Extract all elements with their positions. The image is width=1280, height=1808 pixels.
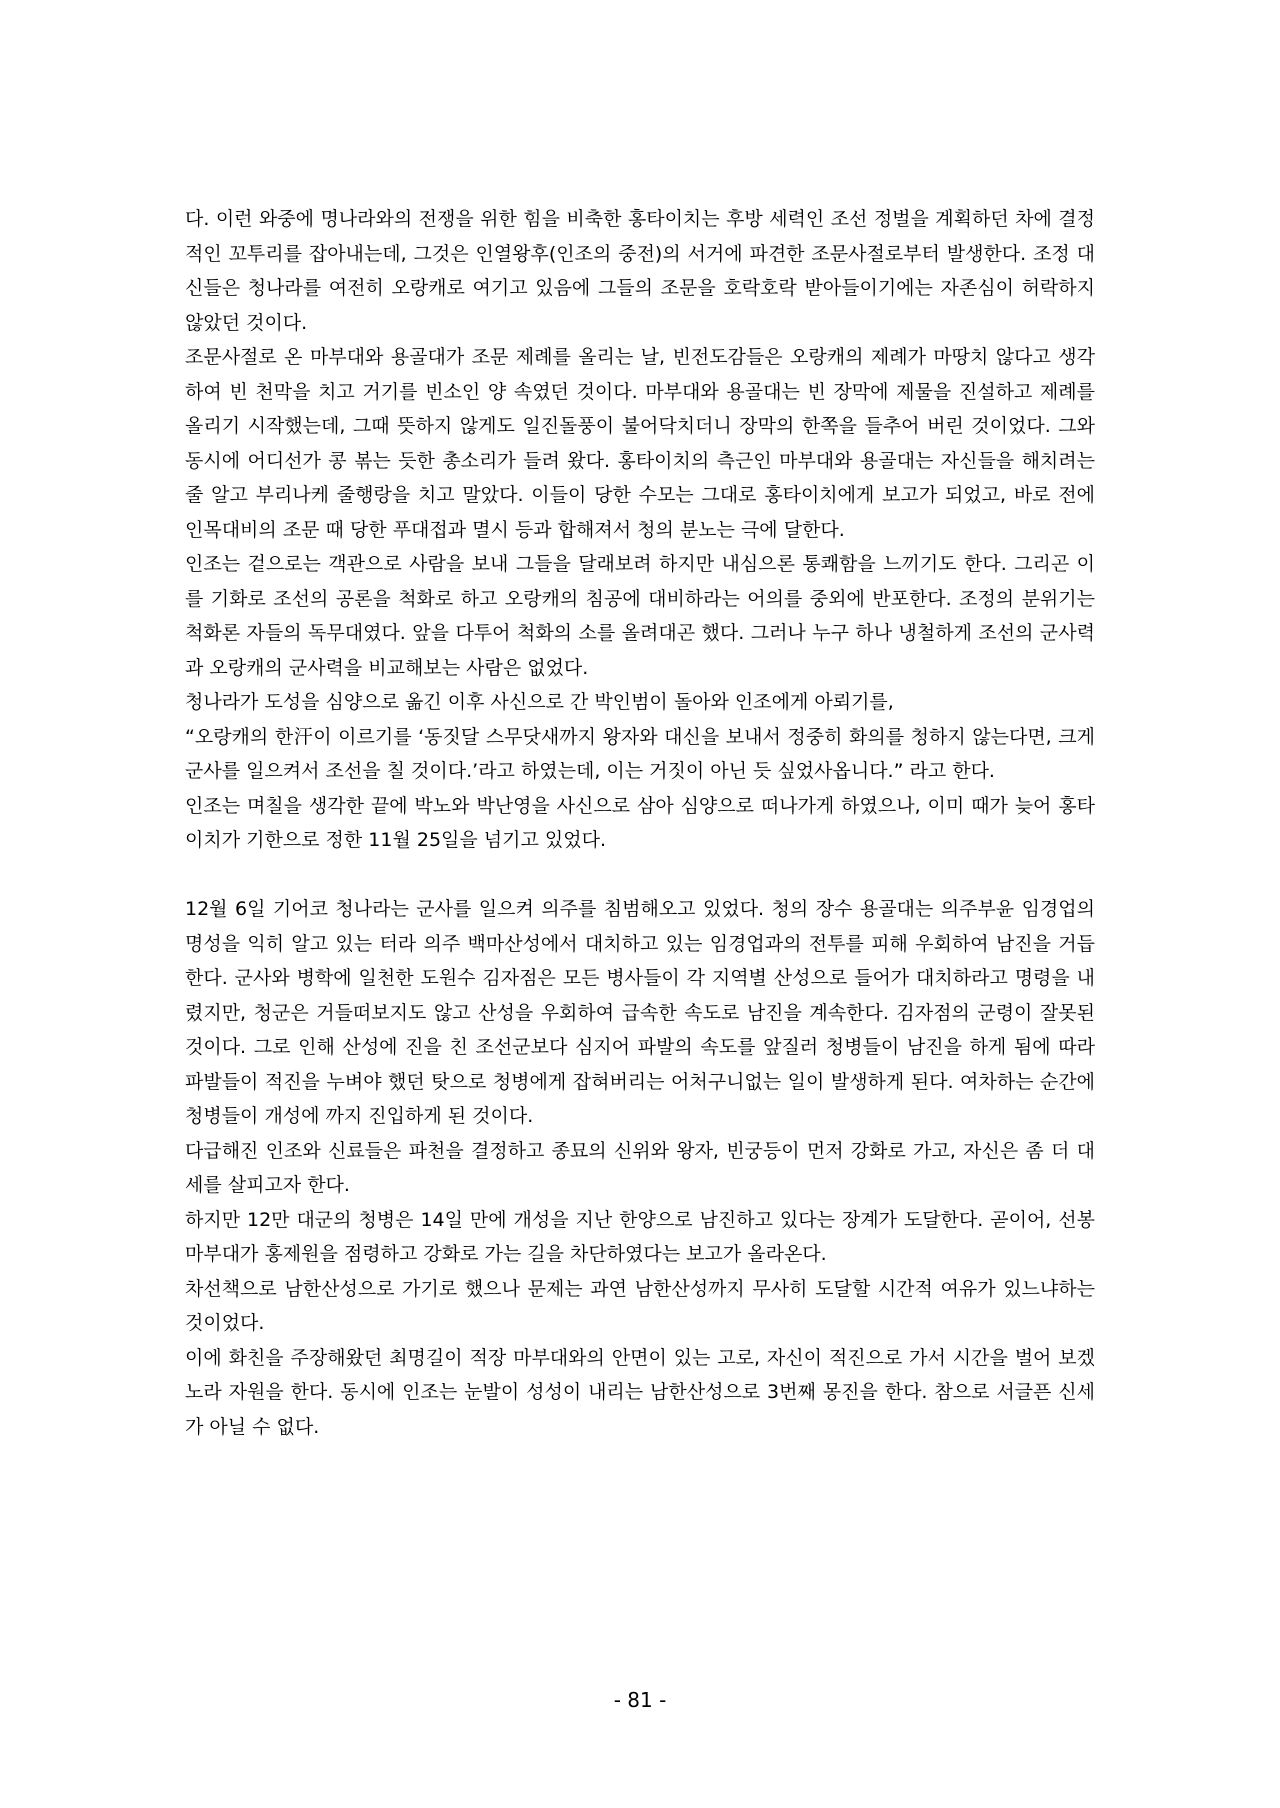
page-number: - 81 - — [613, 1688, 667, 1712]
paragraph: 다. 이런 와중에 명나라와의 전쟁을 위한 힘을 비축한 홍타이치는 후방 세력인 조선 정벌을 계획하던 차에 결정적인 꼬투리를 잡아내는데, 그것은 인열왕후(인조의 중전)의 서거에 파견한 조문사절로부터 발생한다. 조정 대신들은 청나라를 여전히 오랑캐로 여기고 있음에 그들의 조문을 호락호락 받아들이기에는 자존심이 허락하지 않았던 것이다. — [185, 208, 1095, 334]
paragraph: 12월 6일 기어코 청나라는 군사를 일으켜 의주를 침범해오고 있었다. 청의 장수 용골대는 의주부윤 임경업의 명성을 익히 알고 있는 터라 의주 백마산성에서 대치하고 있는 임경업과의 전투를 피해 우회하여 남진을 거듭한다. 군사와 병학에 일천한 도원수 김자점은 모든 병사들이 각 지역별 산성으로 들어가 대치하라고 명령을 내렸지만, 청군은 거들떠보지도 않고 산성을 우회하여 급속한 속도로 남진을 계속한다. 김자점의 군령이 잘못된 것이다. 그로 인해 산성에 진을 친 조선군보다 심지어 파발의 속도를 앞질러 청병들이 남진을 하게 됨에 따라 파발들이 적진을 누벼야 했던 탓으로 청병에게 잡혀버리는 어처구니없는 일이 발생하게 된다. 여차하는 순간에 청병들이 개성에 까지 진입하게 된 것이다. — [185, 898, 1095, 1127]
body-text — [185, 202, 1095, 1444]
paragraph: 청나라가 도성을 심양으로 옮긴 이후 사신으로 간 박인범이 돌아와 인조에게 아뢰기를, — [185, 691, 894, 713]
paragraph: 인조는 겉으로는 객관으로 사람을 보내 그들을 달래보려 하지만 내심으론 통쾌함을 느끼기도 한다. 그리곤 이를 기화로 조선의 공론을 척화로 하고 오랑캐의 침공에 대비하라는 어의를 중외에 반포한다. 조정의 분위기는 척화론 자들의 독무대였다. 앞을 다투어 척화의 소를 올려대곤 했다. 그러나 누구 하나 냉철하게 조선의 군사력과 오랑캐의 군사력을 비교해보는 사람은 없었다. — [185, 553, 1095, 679]
paragraph: 차선책으로 남한산성으로 가기로 했으나 문제는 과연 남한산성까지 무사히 도달할 시간적 여유가 있느냐하는 것이었다. — [185, 1277, 1095, 1334]
paragraph: 이에 화친을 주장해왔던 최명길이 적장 마부대와의 안면이 있는 고로, 자신이 적진으로 가서 시간을 벌어 보겠노라 자원을 한다. 동시에 인조는 눈발이 성성이 내리는 남한산성으로 3번째 몽진을 한다. 참으로 서글픈 신세가 아닐 수 없다. — [185, 1346, 1095, 1438]
paragraph: 인조는 며칠을 생각한 끝에 박노와 박난영을 사신으로 삼아 심양으로 떠나가게 하였으나, 이미 때가 늦어 홍타이치가 기한으로 정한 11월 25일을 넘기고 있었다. — [185, 794, 1095, 851]
quote-paragraph: “오랑캐의 한汗이 이르기를 ‘동짓달 스무닷새까지 왕자와 대신을 보내서 정중히 화의를 청하지 않는다면, 크게 군사를 일으켜서 조선을 칠 것이다.’라고 하였는데, 이는 거짓이 아닌 듯 싶었사옵니다.” 라고 한다. — [185, 725, 1095, 782]
section-gap — [185, 858, 1095, 893]
paragraph: 다급해진 인조와 신료들은 파천을 결정하고 종묘의 신위와 왕자, 빈궁등이 먼저 강화로 가고, 자신은 좀 더 대세를 살피고자 한다. — [185, 1139, 1095, 1196]
paragraph: 하지만 12만 대군의 청병은 14일 만에 개성을 지난 한양으로 남진하고 있다는 장계가 도달한다. 곧이어, 선봉 마부대가 홍제원을 점령하고 강화로 가는 길을 차단하였다는 보고가 올라온다. — [185, 1208, 1095, 1265]
paragraph: 조문사절로 온 마부대와 용골대가 조문 제례를 올리는 날, 빈전도감들은 오랑캐의 제례가 마땅치 않다고 생각하여 빈 천막을 치고 거기를 빈소인 양 속였던 것이다. 마부대와 용골대는 빈 장막에 제물을 진설하고 제례를 올리기 시작했는데, 그때 뜻하지 않게도 일진돌풍이 불어닥치더니 장막의 한쪽을 들추어 버린 것이었다. 그와 동시에 어디선가 콩 볶는 듯한 총소리가 들려 왔다. 홍타이치의 측근인 마부대와 용골대는 자신들을 해치려는 줄 알고 부리나케 줄행랑을 치고 말았다. 이들이 당한 수모는 그대로 홍타이치에게 보고가 되었고, 바로 전에 인목대비의 조문 때 당한 푸대접과 멸시 등과 합해져서 청의 분노는 극에 달한다. — [185, 346, 1095, 541]
